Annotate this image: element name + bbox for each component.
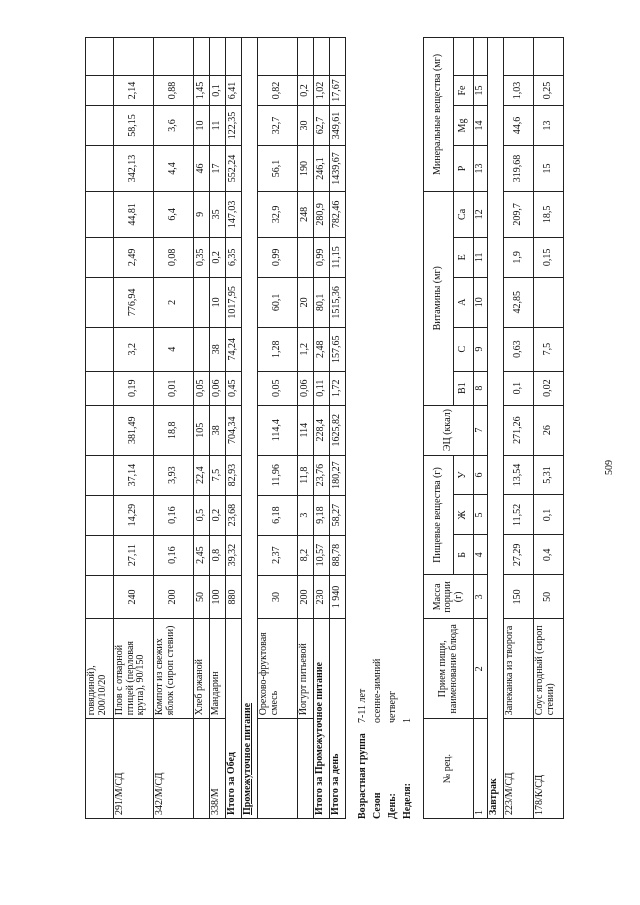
value-cell: 0,8 (210, 535, 226, 575)
total-value-cell: 782,46 (330, 191, 346, 237)
value-cell: 1,03 (504, 76, 534, 106)
info-label: Сезон (372, 792, 383, 819)
value-cell: 32,7 (258, 106, 298, 146)
total-label: Итого за Обед (226, 619, 242, 819)
total-value-cell: 0,11 (314, 371, 330, 405)
value-cell: 46 (194, 145, 210, 191)
table-row (154, 38, 194, 819)
subheader-cell: Б (454, 535, 474, 575)
value-cell: 10 (194, 106, 210, 146)
value-cell (86, 455, 114, 495)
value-cell (314, 38, 330, 76)
value-cell: 38 (210, 327, 226, 371)
value-cell (114, 38, 154, 76)
value-cell: 2,49 (114, 237, 154, 277)
value-cell (226, 38, 242, 76)
info-value: 7-11 лет (357, 688, 368, 723)
value-cell: 271,26 (504, 405, 534, 455)
value-cell: 7,5 (210, 455, 226, 495)
subheader-cell: Р (454, 145, 474, 191)
table-row (258, 38, 298, 819)
value-cell: 209,7 (504, 191, 534, 237)
menu-table-bottom (423, 37, 564, 819)
column-number-cell: 8 (474, 371, 488, 405)
value-cell: 319,68 (504, 145, 534, 191)
value-cell: 10 (210, 277, 226, 327)
value-cell: 18,5 (534, 191, 564, 237)
value-cell: 27,29 (504, 535, 534, 575)
column-number-cell: 6 (474, 455, 488, 495)
value-cell: 5,31 (534, 455, 564, 495)
total-value-cell: 11,15 (330, 237, 346, 277)
value-cell: 0,16 (154, 535, 194, 575)
section-title: Промежуточное питание (242, 38, 258, 819)
table-row (194, 38, 210, 819)
value-cell: 11,8 (298, 455, 314, 495)
value-cell: 0,01 (154, 371, 194, 405)
value-cell (298, 38, 314, 76)
value-cell: 22,4 (194, 455, 210, 495)
subheader-cell: Mg (454, 106, 474, 146)
total-value-cell: 62,7 (314, 106, 330, 146)
column-number-cell: 1 (474, 719, 488, 819)
subheader-cell: Ж (454, 495, 474, 535)
value-cell: 2,37 (258, 535, 298, 575)
info-row (370, 659, 385, 819)
value-cell: 60,1 (258, 277, 298, 327)
value-cell (194, 277, 210, 327)
value-cell: 11 (210, 106, 226, 146)
value-cell: 200 (298, 575, 314, 619)
recipe-code-cell (258, 719, 298, 819)
value-cell: 17 (210, 145, 226, 191)
value-cell: 1,45 (194, 76, 210, 106)
total-value-cell: 349,61 (330, 106, 346, 146)
value-cell (86, 277, 114, 327)
value-cell (86, 38, 114, 76)
total-value-cell: 180,27 (330, 455, 346, 495)
value-cell (86, 145, 114, 191)
value-cell (86, 237, 114, 277)
column-number-cell: 4 (474, 535, 488, 575)
table-row (114, 38, 154, 819)
dish-name-cell: Орехово-фруктовая смесь (258, 619, 298, 719)
table-row (210, 38, 226, 819)
value-cell: 0,2 (298, 76, 314, 106)
value-cell: 0,16 (154, 495, 194, 535)
value-cell: 11,96 (258, 455, 298, 495)
total-value-cell: 39,32 (226, 535, 242, 575)
value-cell: 0,05 (194, 371, 210, 405)
recipe-code-cell (86, 719, 114, 819)
value-cell: 381,49 (114, 405, 154, 455)
subheader-cell: Са (454, 191, 474, 237)
total-value-cell: 147,03 (226, 191, 242, 237)
dish-name-cell: Плов с отварной птицей (перловая крупа), 90/150 (114, 619, 154, 719)
value-cell (86, 575, 114, 619)
info-row (385, 659, 400, 819)
value-cell: 105 (194, 405, 210, 455)
value-cell (258, 38, 298, 76)
recipe-code-cell: 178/К/СД (534, 719, 564, 819)
total-value-cell: 1439,67 (330, 145, 346, 191)
value-cell (86, 327, 114, 371)
value-cell: 114,4 (258, 405, 298, 455)
value-cell: 37,14 (114, 455, 154, 495)
value-cell: 0,08 (154, 237, 194, 277)
subheader-cell: Е (454, 237, 474, 277)
total-value-cell: 228,4 (314, 405, 330, 455)
value-cell (210, 38, 226, 76)
header-minerals: Минеральные вещества (мг) (424, 38, 454, 192)
menu-table-top (85, 37, 346, 819)
column-number-cell: 14 (474, 106, 488, 146)
value-cell: 0,1 (210, 76, 226, 106)
recipe-code-cell: 291/М/СД (114, 719, 154, 819)
total-value-cell: 74,24 (226, 327, 242, 371)
table-row (86, 38, 114, 819)
value-cell: 0,1 (534, 495, 564, 535)
value-cell: 0,35 (194, 237, 210, 277)
dish-name-cell: Соус ягодный (сироп стевии) (534, 619, 564, 719)
menu-info-block (355, 659, 415, 819)
total-value-cell: 1 940 (330, 575, 346, 619)
column-number-cell: 3 (474, 575, 488, 619)
total-value-cell: 704,34 (226, 405, 242, 455)
recipe-code-cell: 342/М/СД (154, 719, 194, 819)
value-cell: 0,2 (210, 237, 226, 277)
column-number-filler (474, 38, 488, 76)
value-cell: 44,81 (114, 191, 154, 237)
value-cell: 7,5 (534, 327, 564, 371)
value-cell: 30 (258, 575, 298, 619)
dish-name-cell: говядиной), 200/10/20 (86, 619, 114, 719)
value-cell (534, 277, 564, 327)
total-value-cell: 1,72 (330, 371, 346, 405)
value-cell: 0,63 (504, 327, 534, 371)
header-recipe-number: № рец. (424, 719, 474, 819)
total-value-cell: 2,48 (314, 327, 330, 371)
subheader-cell: А (454, 277, 474, 327)
value-cell: 9 (194, 191, 210, 237)
value-cell (86, 191, 114, 237)
column-number-cell: 5 (474, 495, 488, 535)
total-value-cell: 80,1 (314, 277, 330, 327)
value-cell: 240 (114, 575, 154, 619)
section-breakfast: Завтрак (488, 38, 504, 819)
column-number-cell: 13 (474, 145, 488, 191)
value-cell: 0,25 (534, 76, 564, 106)
value-cell: 4,4 (154, 145, 194, 191)
header-nutrients: Пищевые вещества (г) (424, 455, 454, 575)
value-cell: 13 (534, 106, 564, 146)
info-value: четверг (387, 690, 398, 723)
value-cell (534, 38, 564, 76)
header-portion-mass: Масса порции (г) (424, 575, 474, 619)
value-cell: 2 (154, 277, 194, 327)
total-value-cell: 82,93 (226, 455, 242, 495)
value-cell: 100 (210, 575, 226, 619)
dish-name-cell: Компот из свежих яблок (сироп стевии) (154, 619, 194, 719)
info-label: Неделя: (402, 783, 413, 819)
value-cell: 1,2 (298, 327, 314, 371)
total-label: Итого за Промежуточное питание (314, 619, 330, 819)
value-cell: 0,06 (298, 371, 314, 405)
value-cell: 2,14 (114, 76, 154, 106)
total-value-cell: 1515,36 (330, 277, 346, 327)
value-cell (298, 237, 314, 277)
value-cell: 0,19 (114, 371, 154, 405)
total-value-cell: 9,18 (314, 495, 330, 535)
value-cell (86, 371, 114, 405)
total-value-cell: 1,02 (314, 76, 330, 106)
info-value: осенне-зимний (372, 658, 383, 723)
value-cell (504, 38, 534, 76)
total-label: Итого за день (330, 619, 346, 819)
value-cell: 2,45 (194, 535, 210, 575)
value-cell: 342,13 (114, 145, 154, 191)
value-cell: 20 (298, 277, 314, 327)
value-cell: 6,18 (258, 495, 298, 535)
value-cell (86, 405, 114, 455)
value-cell (194, 38, 210, 76)
page-number: 509 (604, 460, 615, 475)
subheader-cell: У (454, 455, 474, 495)
value-cell: 3,93 (154, 455, 194, 495)
subheader-cell: С (454, 327, 474, 371)
value-cell: 0,88 (154, 76, 194, 106)
total-value-cell: 58,27 (330, 495, 346, 535)
total-value-cell: 6,41 (226, 76, 242, 106)
value-cell: 3,6 (154, 106, 194, 146)
value-cell (194, 327, 210, 371)
header-vitamins: Витамины (мг) (424, 191, 454, 405)
dish-name-cell: Мандарин (210, 619, 226, 719)
value-cell (330, 38, 346, 76)
recipe-code-cell: 223/М/СД (504, 719, 534, 819)
column-number-cell: 15 (474, 76, 488, 106)
value-cell: 248 (298, 191, 314, 237)
value-cell: 13,54 (504, 455, 534, 495)
info-row (355, 659, 370, 819)
total-value-cell: 10,57 (314, 535, 330, 575)
info-row (400, 659, 415, 819)
total-value-cell: 230 (314, 575, 330, 619)
table-row (314, 38, 330, 819)
column-number-cell: 12 (474, 191, 488, 237)
total-value-cell: 6,35 (226, 237, 242, 277)
column-number-cell: 7 (474, 405, 488, 455)
table-row (504, 38, 534, 819)
header-dish-name: Прием пищи, наименование блюда (424, 619, 474, 719)
value-cell: 56,1 (258, 145, 298, 191)
total-value-cell: 1017,95 (226, 277, 242, 327)
value-cell: 1,9 (504, 237, 534, 277)
total-value-cell: 880 (226, 575, 242, 619)
value-cell: 32,9 (258, 191, 298, 237)
value-cell: 776,94 (114, 277, 154, 327)
value-cell: 42,85 (504, 277, 534, 327)
dish-name-cell: Хлеб ржаной (194, 619, 210, 719)
value-cell: 44,6 (504, 106, 534, 146)
value-cell: 50 (194, 575, 210, 619)
value-cell (154, 38, 194, 76)
total-value-cell: 23,76 (314, 455, 330, 495)
value-cell: 58,15 (114, 106, 154, 146)
dish-name-cell: Запеканка из творога (504, 619, 534, 719)
info-label: Возрастная группа (357, 733, 368, 819)
value-cell: 50 (534, 575, 564, 619)
value-cell: 0,82 (258, 76, 298, 106)
info-label: День: (387, 793, 398, 819)
subheader-cell: Fe (454, 76, 474, 106)
subheader-filler (454, 38, 474, 76)
total-value-cell: 0,99 (314, 237, 330, 277)
value-cell: 6,4 (154, 191, 194, 237)
table-row (330, 38, 346, 819)
value-cell: 8,2 (298, 535, 314, 575)
value-cell: 190 (298, 145, 314, 191)
value-cell: 1,28 (258, 327, 298, 371)
value-cell: 3 (298, 495, 314, 535)
value-cell: 0,5 (194, 495, 210, 535)
value-cell: 200 (154, 575, 194, 619)
value-cell: 11,52 (504, 495, 534, 535)
value-cell: 30 (298, 106, 314, 146)
value-cell: 0,15 (534, 237, 564, 277)
total-value-cell: 23,68 (226, 495, 242, 535)
value-cell: 38 (210, 405, 226, 455)
total-value-cell: 280,9 (314, 191, 330, 237)
value-cell: 0,99 (258, 237, 298, 277)
total-value-cell: 17,67 (330, 76, 346, 106)
value-cell: 0,1 (504, 371, 534, 405)
value-cell: 35 (210, 191, 226, 237)
value-cell (86, 495, 114, 535)
value-cell: 0,4 (534, 535, 564, 575)
info-value: 1 (402, 718, 413, 723)
recipe-code-cell (194, 719, 210, 819)
total-value-cell: 122,35 (226, 106, 242, 146)
dish-name-cell: Йогурт питьевой (298, 619, 314, 719)
total-value-cell: 552,24 (226, 145, 242, 191)
value-cell: 4 (154, 327, 194, 371)
column-number-cell: 2 (474, 619, 488, 719)
value-cell: 14,29 (114, 495, 154, 535)
value-cell: 114 (298, 405, 314, 455)
value-cell: 0,05 (258, 371, 298, 405)
value-cell: 27,11 (114, 535, 154, 575)
value-cell (86, 535, 114, 575)
recipe-code-cell: 338/М (210, 719, 226, 819)
table-row (226, 38, 242, 819)
table-row (534, 38, 564, 819)
value-cell: 15 (534, 145, 564, 191)
header-energy: ЭЦ (ккал) (424, 405, 474, 455)
value-cell (86, 76, 114, 106)
table-row (242, 38, 258, 819)
value-cell: 0,02 (534, 371, 564, 405)
value-cell: 0,2 (210, 495, 226, 535)
subheader-cell: В1 (454, 371, 474, 405)
recipe-code-cell (298, 719, 314, 819)
column-number-cell: 9 (474, 327, 488, 371)
total-value-cell: 88,78 (330, 535, 346, 575)
total-value-cell: 0,45 (226, 371, 242, 405)
value-cell (86, 106, 114, 146)
column-number-cell: 11 (474, 237, 488, 277)
table-row (298, 38, 314, 819)
total-value-cell: 246,1 (314, 145, 330, 191)
value-cell: 0,06 (210, 371, 226, 405)
value-cell: 26 (534, 405, 564, 455)
column-number-cell: 10 (474, 277, 488, 327)
value-cell: 150 (504, 575, 534, 619)
value-cell: 18,8 (154, 405, 194, 455)
total-value-cell: 1625,82 (330, 405, 346, 455)
value-cell: 3,2 (114, 327, 154, 371)
total-value-cell: 157,65 (330, 327, 346, 371)
